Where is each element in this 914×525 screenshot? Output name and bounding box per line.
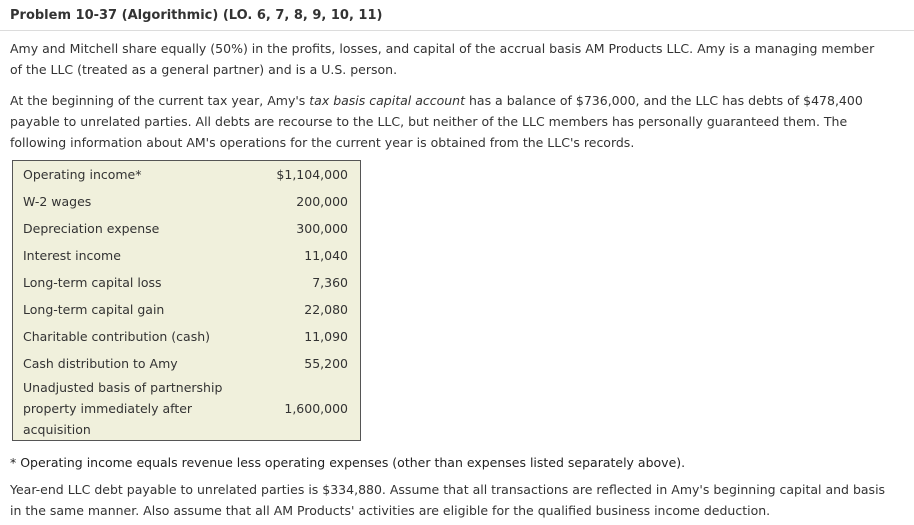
intro-paragraph: Amy and Mitchell share equally (50%) in the profits, losses, and capital of the accrual basis AM Products LLC. Amy is a managing member of the LLC (treated as a general partner) and is a U.S. person. [10,41,875,77]
operating-income-footnote: * Operating income equals revenue less operating expenses (other than expenses listed separately above). [10,455,686,470]
basis-paragraph-start: At the beginning of the current tax year, Amy's [10,93,310,108]
title-divider [0,30,914,31]
row-label: Operating income* [23,167,142,182]
row-value: 7,360 [312,275,348,290]
operations-table [12,160,361,441]
row-value: 22,080 [304,302,348,317]
row-label: Long-term capital loss [23,275,162,290]
table-row [13,242,360,269]
row-label: Cash distribution to Amy [23,356,178,371]
row-value: $1,104,000 [276,167,348,182]
row-value: 300,000 [296,221,348,236]
row-value: 55,200 [304,356,348,371]
table-row [13,215,360,242]
row-value: 200,000 [296,194,348,209]
row-label: Long-term capital gain [23,302,165,317]
basis-paragraph [10,90,890,153]
basis-paragraph-end: has a balance of $736,000, and the LLC has debts of $478,400 payable to unrelated parties. All debts are recourse to the LLC, but neither of the LLC members has personally guaranteed them. The following information about AM's operations for the current year is obtained from the LLC's records. [10,93,863,150]
table-row [13,377,360,440]
row-label: W-2 wages [23,194,92,209]
basis-paragraph-italic: tax basis capital account [309,93,466,108]
row-label: Interest income [23,248,121,263]
table-row [13,350,360,377]
table-row [13,161,360,188]
row-label: Charitable contribution (cash) [23,329,211,344]
table-row [13,269,360,296]
table-row [13,323,360,350]
row-label: Depreciation expense [23,221,160,236]
row-value: 1,600,000 [284,401,348,416]
row-label: Unadjusted basis of partnership property immediately after acquisition [23,380,223,437]
table-row [13,296,360,323]
row-value: 11,040 [304,248,348,263]
row-value: 11,090 [304,329,348,344]
assumptions-paragraph: Year-end LLC debt payable to unrelated parties is $334,880. Assume that all transactions are reflected in Amy's beginning capital and basis in the same manner. Also assume that all AM Products' activities are eligible for the qualified business income deduction. [10,482,886,518]
table-row [13,188,360,215]
problem-title: Problem 10-37 (Algorithmic) (LO. 6, 7, 8, 9, 10, 11) [10,8,383,23]
